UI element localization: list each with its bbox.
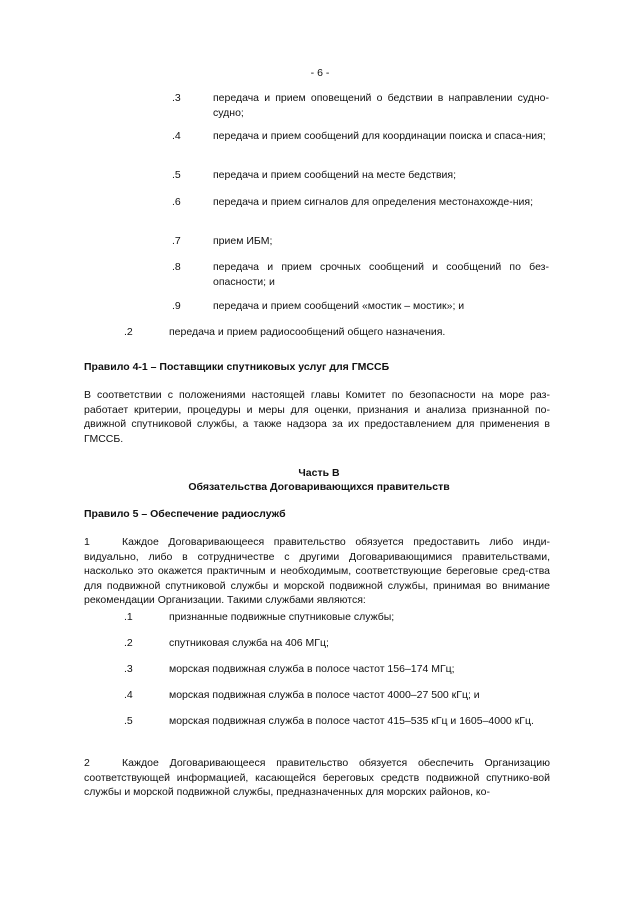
list-item-number: .3 [172, 92, 181, 104]
list-item-number: .7 [172, 235, 181, 247]
list-item-number: .2 [124, 637, 133, 649]
list-item-number: .2 [124, 326, 133, 338]
part-title: Часть В [298, 467, 340, 479]
list-item-number: .4 [172, 130, 181, 142]
list-item-number: .5 [172, 169, 181, 181]
list-item-number: .9 [172, 300, 181, 312]
list-item-text: передача и прием радиосообщений общего назначения. [169, 326, 446, 338]
rule-paragraph [84, 535, 550, 608]
paragraph-number: 1 [84, 536, 90, 548]
list-item-text: передача и прием сообщений «мостик – мостик»; и [213, 300, 465, 312]
page-number: - 6 - [310, 67, 330, 79]
list-item-number: .5 [124, 715, 133, 727]
list-item-text: признанные подвижные спутниковые службы; [169, 611, 395, 623]
list-item-text: передача и прием срочных сообщений и сообщений по без-опасности; и [213, 261, 549, 288]
list-item-text: морская подвижная служба в полосе частот 4000–27 500 кГц; и [169, 689, 480, 701]
list-item-number: .4 [124, 689, 133, 701]
list-item-number: .1 [124, 611, 133, 623]
paragraph-text: Каждое Договаривающееся правительство обязуется обеспечить Организацию соответствующей информацией, касающейся береговых средств подвижной спутнико-вой службы и морской подвижной службы, предназначенных для морских районов, ко- [84, 757, 550, 798]
paragraph-number: 2 [84, 757, 90, 769]
list-item-text: передача и прием сигналов для определения местонахожде-ния; [213, 196, 534, 208]
list-item-text: морская подвижная служба в полосе частот 415–535 кГц и 1605–4000 кГц. [169, 715, 534, 727]
list-item-number: .3 [124, 663, 133, 675]
list-item-text: морская подвижная служба в полосе частот 156–174 МГц; [169, 663, 455, 675]
list-item-text: спутниковая служба на 406 МГц; [169, 637, 329, 649]
part-subtitle: Обязательства Договаривающихся правительств [188, 481, 450, 493]
list-item-text: передача и прием сообщений для координации поиска и спаса-ния; [213, 130, 546, 142]
paragraph-text: Каждое Договаривающееся правительство обязуется предоставить либо инди-видуально, либо в сотрудничестве с другими Договаривающимися правительствами, насколько это окажется практичным и необходимым, соответствующие береговые сред-ства для подвижной спутниковой службы и морской подвижной службы, принимая во внимание рекомендации Организации. Такими службами являются: [84, 536, 550, 606]
list-item-number: .6 [172, 196, 181, 208]
rule-heading: Правило 4-1 – Поставщики спутниковых услуг для ГМССБ [84, 361, 390, 373]
rule-heading: Правило 5 – Обеспечение радиослужб [84, 508, 286, 520]
list-item-text: передача и прием оповещений о бедствии в направлении судно-судно; [213, 92, 549, 119]
list-item-number: .8 [172, 261, 181, 273]
list-item-text: передача и прием сообщений на месте бедствия; [213, 169, 457, 181]
rule-paragraph: В соответствии с положениями настоящей главы Комитет по безопасности на море раз-работает критерии, процедуры и меры для оценки, признания и анализа признанной по-движной спутниковой службы, а также надзора за их предоставлением для применения в ГМССБ. [84, 389, 550, 445]
rule-paragraph [84, 756, 550, 800]
list-item-text: прием ИБМ; [213, 235, 273, 247]
